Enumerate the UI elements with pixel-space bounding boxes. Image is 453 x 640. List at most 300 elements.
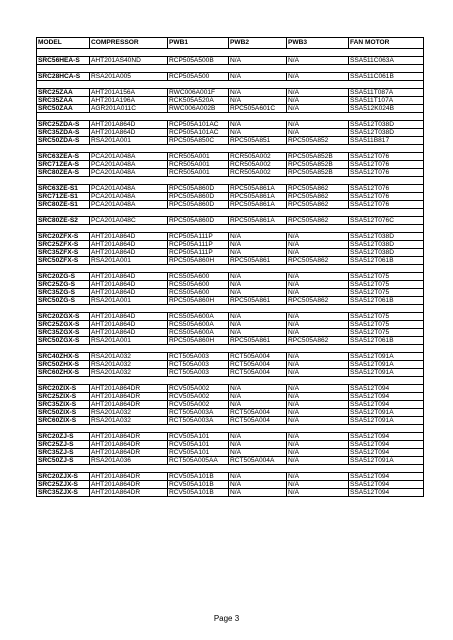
table-row (37, 297, 424, 305)
cell-fan-motor: SSA512T094 (349, 441, 424, 449)
cell-model: SRC35ZG-S (37, 289, 90, 297)
cell-pwb3: N/A (287, 473, 349, 481)
cell-pwb2: RCR505A002 (229, 161, 287, 169)
group-spacer (37, 465, 424, 473)
cell-pwb2: N/A (229, 489, 287, 497)
table-row (37, 313, 424, 321)
cell-pwb2: RPC505A861 (229, 297, 287, 305)
cell-pwb1: RCV505A101B (168, 473, 229, 481)
table-row (37, 105, 424, 113)
cell-pwb1: RCV505A101B (168, 481, 229, 489)
table-row (37, 73, 424, 81)
col-header-model: MODEL (37, 38, 90, 49)
table-row (37, 361, 424, 369)
cell-model: SRC50ZJ-S (37, 457, 90, 465)
cell-pwb3: N/A (287, 433, 349, 441)
cell-compressor: RSA201A001 (90, 297, 168, 305)
cell-model: SRC20ZFX-S (37, 233, 90, 241)
cell-fan-motor: SSA512T061B (349, 297, 424, 305)
cell-pwb2: N/A (229, 321, 287, 329)
cell-compressor: RSA201A001 (90, 257, 168, 265)
cell-fan-motor: SSA512T038D (349, 249, 424, 257)
table-row (37, 281, 424, 289)
cell-compressor: AHT201A864D (90, 129, 168, 137)
cell-fan-motor: SSA512T094 (349, 473, 424, 481)
cell-model: SRC63ZEA-S (37, 153, 90, 161)
cell-pwb2: RPC505A861A (229, 217, 287, 225)
table-row (37, 257, 424, 265)
cell-model: SRC63ZE-S1 (37, 185, 90, 193)
cell-pwb1: RPC505A850C (168, 137, 229, 145)
spacer-cell (37, 177, 424, 185)
group-spacer (37, 81, 424, 89)
cell-pwb3: RPC505A862 (287, 201, 349, 209)
cell-pwb3: N/A (287, 89, 349, 97)
table-row (37, 417, 424, 425)
group-spacer (37, 305, 424, 313)
cell-pwb1: RCV505A101 (168, 441, 229, 449)
cell-fan-motor: SSA512T091A (349, 369, 424, 377)
cell-pwb2: N/A (229, 273, 287, 281)
cell-pwb3: N/A (287, 289, 349, 297)
cell-pwb3: N/A (287, 97, 349, 105)
spacer-cell (37, 345, 424, 353)
table-row (37, 249, 424, 257)
cell-fan-motor: SSA512T094 (349, 489, 424, 497)
cell-fan-motor: SSA512T075 (349, 329, 424, 337)
table-row (37, 57, 424, 65)
cell-model: SRC71ZE-S1 (37, 193, 90, 201)
group-spacer (37, 113, 424, 121)
table-row (37, 473, 424, 481)
cell-fan-motor: SSA512T038D (349, 241, 424, 249)
cell-pwb3: RPC505A862 (287, 257, 349, 265)
cell-fan-motor: SSA512T091A (349, 417, 424, 425)
cell-model: SRC25ZG-S (37, 281, 90, 289)
cell-fan-motor: SSA511T107A (349, 97, 424, 105)
cell-pwb2: RCT505A004 (229, 417, 287, 425)
cell-pwb3: N/A (287, 273, 349, 281)
cell-pwb2: RPC505A861 (229, 257, 287, 265)
cell-pwb1: RWC006A002B (168, 105, 229, 113)
cell-pwb2: N/A (229, 473, 287, 481)
table-row (37, 193, 424, 201)
cell-model: SRC20ZG-S (37, 273, 90, 281)
cell-model: SRC80ZE-S2 (37, 217, 90, 225)
cell-pwb1: RCV505A101 (168, 433, 229, 441)
table-row (37, 185, 424, 193)
cell-pwb2: N/A (229, 313, 287, 321)
cell-pwb3: N/A (287, 57, 349, 65)
cell-pwb1: RCT505A003A (168, 417, 229, 425)
cell-fan-motor: SSA512T094 (349, 401, 424, 409)
cell-pwb3: N/A (287, 417, 349, 425)
cell-pwb2: N/A (229, 121, 287, 129)
cell-pwb1: RCR505A001 (168, 153, 229, 161)
cell-pwb2: N/A (229, 89, 287, 97)
cell-pwb3: N/A (287, 361, 349, 369)
group-spacer (37, 345, 424, 353)
col-header-fan-motor: FAN MOTOR (349, 38, 424, 49)
cell-pwb1: RCT505A003 (168, 353, 229, 361)
cell-model: SRC25ZJX-S (37, 481, 90, 489)
cell-pwb1: RCS505A600 (168, 289, 229, 297)
cell-pwb3: RPC505A862 (287, 185, 349, 193)
cell-compressor: AHT201A864DR (90, 433, 168, 441)
cell-pwb2: N/A (229, 393, 287, 401)
cell-fan-motor: SSA512T061B (349, 257, 424, 265)
cell-compressor: AHT201A864DR (90, 441, 168, 449)
cell-pwb2: N/A (229, 329, 287, 337)
cell-model: SRC20ZJX-S (37, 473, 90, 481)
cell-fan-motor: SSA512T076 (349, 193, 424, 201)
cell-pwb3: N/A (287, 409, 349, 417)
spacer-cell (37, 209, 424, 217)
table-body (37, 49, 424, 497)
cell-model: SRC71ZEA-S (37, 161, 90, 169)
table-row (37, 273, 424, 281)
spacer-cell (37, 65, 424, 73)
cell-pwb1: RPC505A860H (168, 297, 229, 305)
cell-pwb3: N/A (287, 449, 349, 457)
cell-model: SRC20ZJ-S (37, 433, 90, 441)
cell-pwb3: N/A (287, 489, 349, 497)
cell-model: SRC35ZJX-S (37, 489, 90, 497)
cell-pwb2: RCT505A004 (229, 409, 287, 417)
table-row (37, 121, 424, 129)
cell-fan-motor: SSA512T038D (349, 233, 424, 241)
spacer-cell (37, 225, 424, 233)
cell-fan-motor: SSA512T075 (349, 289, 424, 297)
table-row (37, 401, 424, 409)
cell-compressor: PCA201A048A (90, 169, 168, 177)
group-spacer (37, 209, 424, 217)
spacer-cell (37, 425, 424, 433)
cell-model: SRC25ZFX-S (37, 241, 90, 249)
cell-pwb1: RCS505A600 (168, 281, 229, 289)
cell-pwb1: RCS505A600A (168, 329, 229, 337)
cell-compressor: PCA201A048A (90, 161, 168, 169)
cell-compressor: RSA201A032 (90, 369, 168, 377)
cell-fan-motor: SSA512T076 (349, 153, 424, 161)
table-row (37, 137, 424, 145)
cell-pwb2: N/A (229, 449, 287, 457)
cell-compressor: RSA201A032 (90, 361, 168, 369)
table-row (37, 489, 424, 497)
cell-model: SRC50ZHX-S (37, 361, 90, 369)
cell-compressor: AHT201A864D (90, 249, 168, 257)
cell-fan-motor: SSA512T094 (349, 433, 424, 441)
cell-model: SRC25ZIX-S (37, 393, 90, 401)
cell-pwb1: RCP505A111P (168, 241, 229, 249)
cell-fan-motor: SSA512T076 (349, 185, 424, 193)
table-row (37, 409, 424, 417)
cell-fan-motor: SSA512T091A (349, 361, 424, 369)
cell-pwb3: N/A (287, 281, 349, 289)
table-row (37, 89, 424, 97)
table-row (37, 433, 424, 441)
cell-fan-motor: SSA512T038D (349, 121, 424, 129)
cell-pwb1: RPC505A860D (168, 185, 229, 193)
cell-model: SRC56HEA-S (37, 57, 90, 65)
cell-pwb1: RPC505A860D (168, 201, 229, 209)
cell-compressor: AHT201A864D (90, 313, 168, 321)
table-row (37, 153, 424, 161)
cell-model: SRC25ZJ-S (37, 441, 90, 449)
cell-pwb2: RCT505A004 (229, 353, 287, 361)
col-header-compressor: COMPRESSOR (90, 38, 168, 49)
cell-model: SRC28HCA-S (37, 73, 90, 81)
cell-compressor: RSA201A032 (90, 353, 168, 361)
cell-pwb3: N/A (287, 329, 349, 337)
cell-model: SRC35ZJ-S (37, 449, 90, 457)
cell-pwb2: N/A (229, 385, 287, 393)
table-row (37, 385, 424, 393)
cell-fan-motor: SSA512T075 (349, 313, 424, 321)
cell-compressor: AGR201A011C (90, 105, 168, 113)
cell-compressor: AHT201A864D (90, 289, 168, 297)
table-row (37, 217, 424, 225)
cell-fan-motor: SSA512T061B (349, 337, 424, 345)
cell-compressor: AHT201A864DR (90, 473, 168, 481)
cell-fan-motor: SSA511T087A (349, 89, 424, 97)
cell-fan-motor: SSA512T038D (349, 129, 424, 137)
cell-fan-motor: SSA512T076C (349, 217, 424, 225)
table-row (37, 161, 424, 169)
cell-pwb1: RCR505A001 (168, 161, 229, 169)
cell-pwb1: RCP505A500 (168, 73, 229, 81)
cell-fan-motor: SSA512T091A (349, 409, 424, 417)
group-spacer (37, 265, 424, 273)
table-row (37, 169, 424, 177)
cell-compressor: AHT201A864DR (90, 449, 168, 457)
cell-pwb2: RPC505A861A (229, 185, 287, 193)
cell-compressor: AHT201A864D (90, 121, 168, 129)
cell-pwb2: RPC505A851 (229, 137, 287, 145)
cell-pwb2: RCT505A004A (229, 457, 287, 465)
cell-pwb1: RCS505A600A (168, 321, 229, 329)
cell-model: SRC25ZDA-S (37, 121, 90, 129)
cell-fan-motor: SSA512T091A (349, 457, 424, 465)
cell-pwb3: RPC505A852B (287, 153, 349, 161)
group-spacer (37, 225, 424, 233)
group-spacer (37, 49, 424, 57)
cell-pwb1: RCP505A500B (168, 57, 229, 65)
cell-model: SRC80ZE-S1 (37, 201, 90, 209)
cell-model: SRC20ZIX-S (37, 385, 90, 393)
cell-pwb2: RCR505A002 (229, 169, 287, 177)
cell-model: SRC50ZDA-S (37, 137, 90, 145)
cell-fan-motor: SSA512T075 (349, 321, 424, 329)
cell-model: SRC60ZHX-S (37, 369, 90, 377)
cell-compressor: PCA201A048C (90, 217, 168, 225)
table-row (37, 441, 424, 449)
cell-pwb2: N/A (229, 281, 287, 289)
cell-compressor: RSA201A005 (90, 73, 168, 81)
cell-compressor: RSA201A001 (90, 137, 168, 145)
cell-pwb1: RCP505A101AC (168, 129, 229, 137)
cell-pwb2: RPC505A861 (229, 337, 287, 345)
cell-pwb3: RPC505A862 (287, 297, 349, 305)
cell-compressor: RSA201A032 (90, 409, 168, 417)
cell-pwb3: N/A (287, 121, 349, 129)
cell-pwb1: RCS505A600 (168, 273, 229, 281)
table-row (37, 201, 424, 209)
cell-pwb2: RPC505A601C (229, 105, 287, 113)
cell-compressor: PCA201A048A (90, 153, 168, 161)
cell-compressor: RSA201A001 (90, 337, 168, 345)
table-row (37, 457, 424, 465)
cell-pwb2: N/A (229, 233, 287, 241)
spacer-cell (37, 113, 424, 121)
cell-pwb1: RCV505A002 (168, 385, 229, 393)
cell-fan-motor: SSA512T094 (349, 385, 424, 393)
group-spacer (37, 377, 424, 385)
cell-pwb1: RCT505A005AA (168, 457, 229, 465)
cell-pwb3: RPC505A862 (287, 337, 349, 345)
table-row (37, 233, 424, 241)
cell-fan-motor: SSA512T094 (349, 449, 424, 457)
cell-pwb3: N/A (287, 393, 349, 401)
page-number: Page 3 (213, 614, 240, 623)
cell-compressor: AHT201A864DR (90, 385, 168, 393)
cell-fan-motor: SSA512T076 (349, 201, 424, 209)
cell-pwb1: RCV505A101 (168, 449, 229, 457)
cell-pwb3: N/A (287, 481, 349, 489)
spacer-cell (37, 265, 424, 273)
cell-pwb2: N/A (229, 401, 287, 409)
cell-pwb3: RPC505A862 (287, 193, 349, 201)
cell-pwb3: N/A (287, 353, 349, 361)
cell-model: SRC20ZGX-S (37, 313, 90, 321)
cell-pwb1: RCT505A003A (168, 409, 229, 417)
group-spacer (37, 65, 424, 73)
cell-pwb2: RCR505A002 (229, 153, 287, 161)
table-row (37, 289, 424, 297)
cell-pwb2: N/A (229, 289, 287, 297)
cell-pwb3: N/A (287, 241, 349, 249)
cell-compressor: AHT201A864D (90, 321, 168, 329)
cell-model: SRC50ZGX-S (37, 337, 90, 345)
cell-model: SRC50ZAA (37, 105, 90, 113)
table-row (37, 369, 424, 377)
cell-pwb3: RPC505A852 (287, 137, 349, 145)
table-row (37, 129, 424, 137)
cell-model: SRC35ZAA (37, 97, 90, 105)
cell-fan-motor: SSA512T091A (349, 353, 424, 361)
cell-pwb3: RPC505A852B (287, 169, 349, 177)
col-header-pwb1: PWB1 (168, 38, 229, 49)
spacer-cell (37, 145, 424, 153)
cell-model: SRC50ZG-S (37, 297, 90, 305)
cell-fan-motor: SSA512T094 (349, 393, 424, 401)
group-spacer (37, 177, 424, 185)
header-row (37, 38, 424, 49)
cell-pwb2: N/A (229, 433, 287, 441)
cell-pwb2: RCT505A004 (229, 369, 287, 377)
cell-pwb2: N/A (229, 441, 287, 449)
cell-pwb2: N/A (229, 97, 287, 105)
table-row (37, 481, 424, 489)
cell-pwb1: RCR505A001 (168, 169, 229, 177)
cell-pwb3: N/A (287, 321, 349, 329)
cell-pwb3: RPC505A852B (287, 161, 349, 169)
cell-compressor: AHT201A864D (90, 241, 168, 249)
cell-pwb3: N/A (287, 401, 349, 409)
cell-compressor: PCA201A048A (90, 201, 168, 209)
cell-compressor: AHT201A196A (90, 97, 168, 105)
cell-fan-motor: SSA511C063A (349, 57, 424, 65)
cell-fan-motor: SSA512T075 (349, 273, 424, 281)
cell-pwb3: N/A (287, 313, 349, 321)
cell-pwb1: RPC505A860H (168, 257, 229, 265)
cell-model: SRC25ZAA (37, 89, 90, 97)
cell-fan-motor: SSA511B817 (349, 137, 424, 145)
cell-model: SRC40ZHX-S (37, 353, 90, 361)
cell-fan-motor: SSA512T076 (349, 169, 424, 177)
table-row (37, 337, 424, 345)
cell-pwb2: N/A (229, 57, 287, 65)
cell-compressor: AHT201A864DR (90, 401, 168, 409)
cell-compressor: AHT201A864DR (90, 393, 168, 401)
cell-model: SRC35ZGX-S (37, 329, 90, 337)
cell-pwb3: RPC505A862 (287, 217, 349, 225)
cell-pwb2: N/A (229, 129, 287, 137)
cell-pwb2: RCT505A004 (229, 361, 287, 369)
table-row (37, 393, 424, 401)
cell-compressor: AHT201A156A (90, 89, 168, 97)
cell-compressor: AHT201A864DR (90, 481, 168, 489)
cell-pwb3: N/A (287, 249, 349, 257)
cell-model: SRC60ZIX-S (37, 417, 90, 425)
cell-pwb2: RPC505A861A (229, 201, 287, 209)
spacer-cell (37, 465, 424, 473)
spacer-cell (37, 377, 424, 385)
cell-pwb2: N/A (229, 73, 287, 81)
group-spacer (37, 425, 424, 433)
cell-pwb3: N/A (287, 441, 349, 449)
cell-pwb3: N/A (287, 233, 349, 241)
cell-pwb3: N/A (287, 105, 349, 113)
table-row (37, 353, 424, 361)
cell-fan-motor: SSA512T075 (349, 281, 424, 289)
spacer-cell (37, 305, 424, 313)
cell-compressor: AHT201A864D (90, 233, 168, 241)
cell-pwb2: N/A (229, 241, 287, 249)
cell-compressor: RSA201A032 (90, 417, 168, 425)
cell-compressor: AHT201A864D (90, 273, 168, 281)
cell-compressor: AHT201A864D (90, 281, 168, 289)
cell-pwb3: N/A (287, 385, 349, 393)
cell-pwb1: RWC006A001F (168, 89, 229, 97)
cell-compressor: AHT201A864DR (90, 489, 168, 497)
cell-compressor: AHT201A864D (90, 329, 168, 337)
cell-pwb1: RCT505A003 (168, 369, 229, 377)
cell-pwb1: RPC505A860H (168, 337, 229, 345)
group-spacer (37, 145, 424, 153)
table-row (37, 329, 424, 337)
cell-pwb3: N/A (287, 369, 349, 377)
cell-model: SRC35ZDA-S (37, 129, 90, 137)
cell-pwb1: RCP505A111P (168, 233, 229, 241)
table-row (37, 97, 424, 105)
cell-model: SRC35ZIX-S (37, 401, 90, 409)
parts-table-sheet (36, 37, 423, 497)
cell-pwb1: RCV505A002 (168, 393, 229, 401)
cell-pwb1: RCV505A002 (168, 401, 229, 409)
cell-pwb2: N/A (229, 481, 287, 489)
spacer-cell (37, 49, 424, 57)
